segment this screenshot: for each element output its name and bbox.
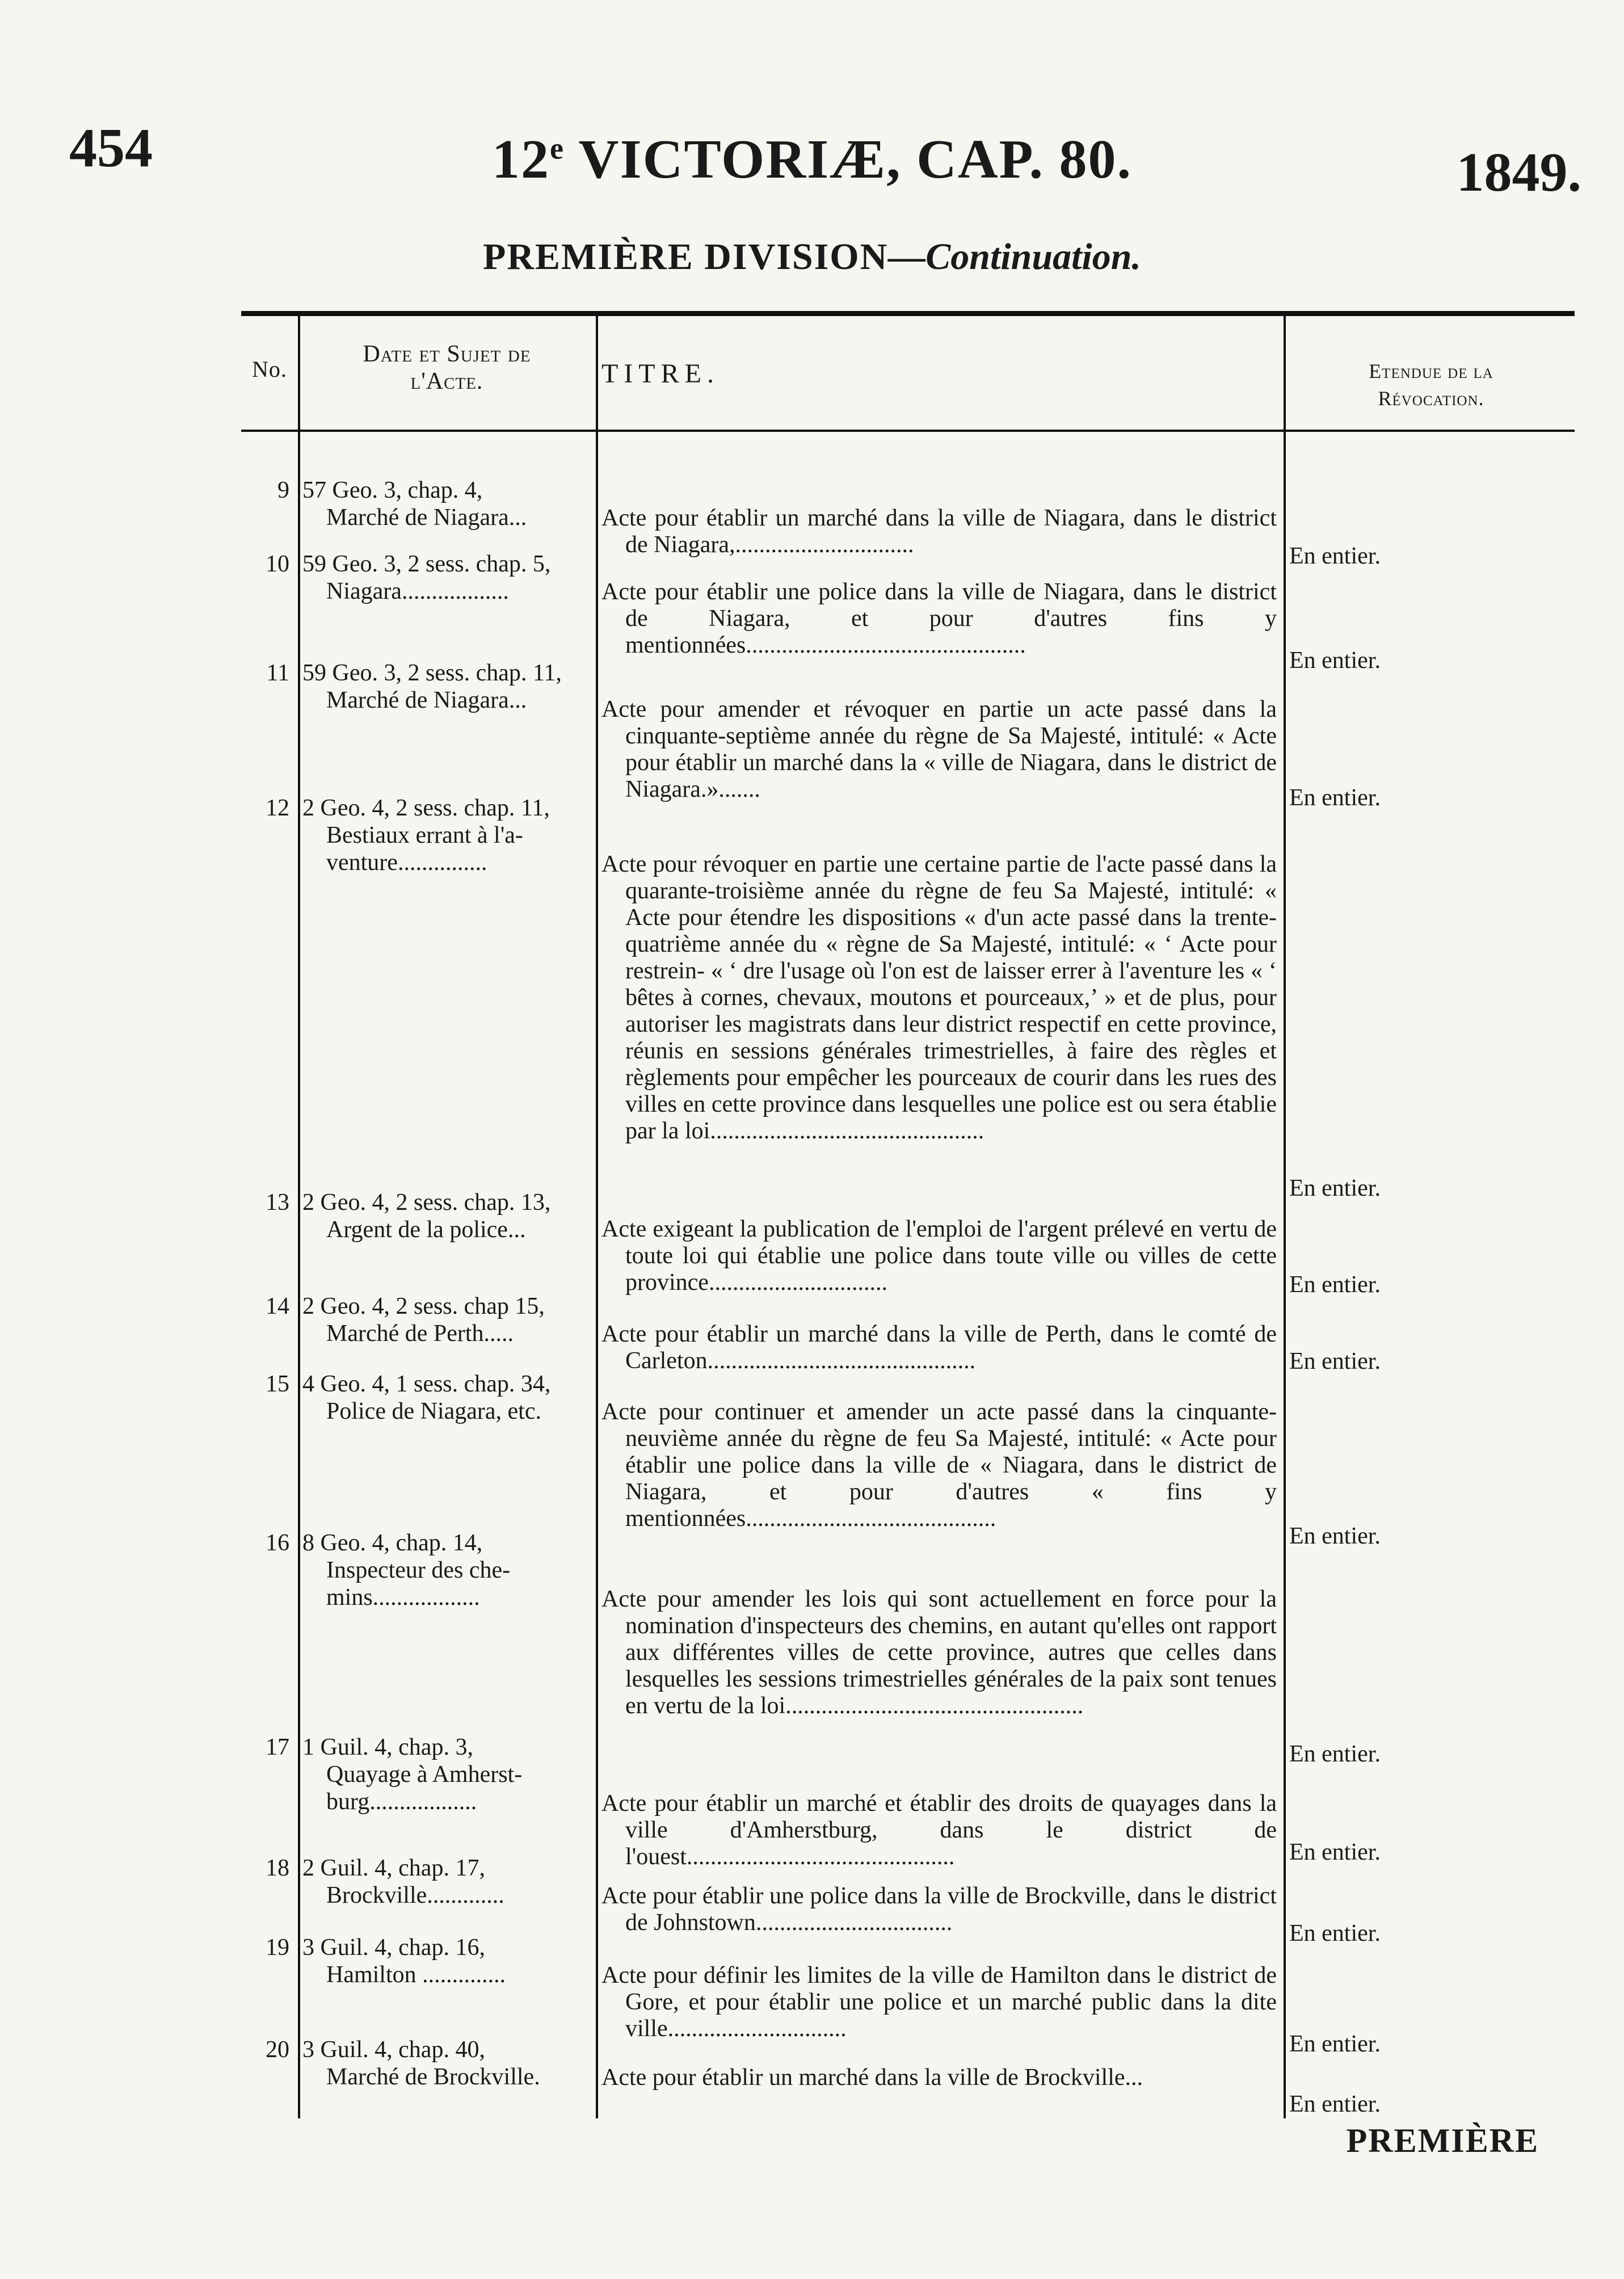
row-date-subject — [302, 2036, 592, 2091]
row-number: 11 — [266, 660, 289, 686]
row-titre: Acte pour amender et révoquer en partie un acte passé dans la cinquante-septième année du règne de Sa Majesté, intitulé: « Acte pour établir un marché dans la « ville de Niagara, dans le district de Niagara.»....... — [601, 696, 1277, 802]
row-titre: Acte exigeant la publication de l'emploi de l'argent prélevé en vertu de toute loi qui établie une police dans toute ville ou villes de cette province.............................. — [601, 1216, 1277, 1296]
date-subject-line: 3 Guil. 4, chap. 16, — [302, 1935, 485, 1961]
date-subject-line: 59 Geo. 3, 2 sess. chap. 11, — [302, 660, 562, 686]
row-date-subject — [302, 1529, 592, 1611]
row-date-subject — [302, 1734, 592, 1815]
division-title: PREMIÈRE DIVISION — [483, 236, 889, 277]
row-number: 20 — [266, 2037, 289, 2063]
date-subject-line: Hamilton .............. — [326, 1962, 506, 1988]
date-subject-line: 59 Geo. 3, 2 sess. chap. 5, — [302, 551, 551, 577]
row-etendue: En entier. — [1289, 1523, 1381, 1549]
title-ordinal-superscript: e — [549, 131, 565, 166]
row-etendue: En entier. — [1289, 1348, 1381, 1374]
row-date-subject — [302, 550, 592, 605]
date-subject-line: 8 Geo. 4, chap. 14, — [302, 1530, 483, 1556]
row-date-subject — [302, 794, 592, 876]
row-date-subject — [302, 477, 592, 531]
date-subject-line: Marché de Niagara... — [326, 687, 527, 713]
row-titre: Acte pour définir les limites de la ville de Hamilton dans le district de Gore, et pour établir une police et un marché public dans la dite ville.............................. — [601, 1962, 1277, 2042]
row-number: 17 — [266, 1734, 289, 1760]
date-subject-line: venture............... — [326, 850, 487, 876]
row-titre: Acte pour établir un marché dans la ville de Niagara, dans le district de Niagara,.............................. — [601, 505, 1277, 558]
row-etendue: En entier. — [1289, 543, 1381, 569]
row-date-subject — [302, 1934, 592, 1988]
row-number: 10 — [266, 551, 289, 577]
row-number: 15 — [266, 1371, 289, 1397]
date-subject-line: Marché de Brockville. — [326, 2064, 540, 2090]
date-subject-line: Niagara.................. — [326, 578, 509, 604]
column-header-titre: TITRE. — [601, 359, 720, 389]
row-date-subject — [302, 659, 592, 714]
row-titre: Acte pour établir un marché dans la ville de Perth, dans le comté de Carleton............................................. — [601, 1321, 1277, 1374]
catchword: PREMIÈRE — [1346, 2122, 1539, 2159]
date-subject-line: Inspecteur des che- — [326, 1557, 511, 1583]
title-text: VICTORIÆ, CAP. 80. — [564, 129, 1133, 190]
row-titre: Acte pour établir un marché et établir des droits de quayages dans la ville d'Amherstburg, dans le district de l'ouest............................................. — [601, 1790, 1277, 1870]
row-titre: Acte pour révoquer en partie une certaine partie de l'acte passé dans la quarante-troisième année du règne de feu Sa Majesté, intitulé: « Acte pour étendre les dispositions « d'un acte passé dans la trente-quatrième année du « règne de Sa Majesté, intitulé: « ‘ Acte pour restrein- « ‘ dre l'usage où l'on est de laisser errer à l'aventure les « ‘ bêtes à cornes, chevaux, moutons et pourceaux,’ » et de plus, pour autoriser les magistrats dans leur district respectif en cette province, réunis en sessions générales trimestrielles, à faire des règles et règlements pour empêcher les pourceaux de courir dans les rues des villes en cette province dans lesquelles une police est ou sera établie par la loi.............................................. — [601, 851, 1277, 1144]
column-header-etendue-line: Révocation. — [1378, 387, 1484, 410]
date-subject-line: Bestiaux errant à l'a- — [326, 822, 523, 848]
page-number: 454 — [69, 117, 153, 179]
column-header-etendue-line: Etendue de la — [1369, 360, 1493, 382]
column-header-no: No. — [252, 356, 287, 382]
row-etendue: En entier. — [1289, 785, 1381, 811]
row-etendue: En entier. — [1289, 1839, 1381, 1865]
date-subject-line: 2 Guil. 4, chap. 17, — [302, 1855, 485, 1881]
date-subject-line: Marché de Niagara... — [326, 504, 527, 531]
row-number: 14 — [266, 1293, 289, 1319]
date-subject-line: 2 Geo. 4, 2 sess. chap. 11, — [302, 795, 550, 821]
row-number: 16 — [266, 1530, 289, 1556]
date-subject-line: mins.................. — [326, 1584, 480, 1611]
title-regnal-year: 12 — [491, 129, 550, 190]
row-number: 12 — [266, 795, 289, 821]
row-etendue: En entier. — [1289, 2031, 1381, 2057]
row-etendue: En entier. — [1289, 1920, 1381, 1946]
column-header-date-line: Date et Sujet de — [363, 341, 531, 367]
row-date-subject — [302, 1855, 592, 1909]
date-subject-line: 3 Guil. 4, chap. 40, — [302, 2037, 485, 2063]
date-subject-line: 2 Geo. 4, 2 sess. chap. 13, — [302, 1189, 551, 1216]
row-number: 9 — [277, 477, 289, 503]
row-etendue: En entier. — [1289, 2091, 1381, 2117]
column-header-date-line: l'Acte. — [410, 368, 483, 394]
row-number: 18 — [266, 1855, 289, 1881]
row-number: 13 — [266, 1189, 289, 1216]
date-subject-line: Police de Niagara, etc. — [326, 1398, 541, 1424]
date-subject-line: 1 Guil. 4, chap. 3, — [302, 1734, 473, 1760]
row-date-subject — [302, 1293, 592, 1347]
row-etendue: En entier. — [1289, 647, 1381, 674]
date-subject-line: 57 Geo. 3, chap. 4, — [302, 477, 483, 503]
date-subject-line: Brockville............. — [326, 1882, 504, 1908]
row-number: 19 — [266, 1935, 289, 1961]
row-titre: Acte pour continuer et amender un acte passé dans la cinquante-neuvième année du règne de feu Sa Majesté, intitulé: « Acte pour établir une police dans la ville de « Niagara, dans le district de Niagara, et pour d'autres « fins y mentionnées.......................................... — [601, 1399, 1277, 1532]
date-subject-line: burg.................. — [326, 1789, 477, 1815]
row-etendue: En entier. — [1289, 1741, 1381, 1767]
row-titre: Acte pour amender les lois qui sont actuellement en force pour la nomination d'inspecteurs des chemins, en autant qu'elles ont rapport aux différentes villes de cette province, autres que celles dans lesquelles les sessions trimestrielles générales de la paix sont tenues en vertu de la loi.................................................. — [601, 1586, 1277, 1719]
division-continuation: —Continuation. — [888, 236, 1141, 277]
row-date-subject — [302, 1370, 592, 1425]
date-subject-line: Marché de Perth..... — [326, 1321, 514, 1347]
page-year: 1849. — [1456, 142, 1581, 203]
row-etendue: En entier. — [1289, 1175, 1381, 1201]
date-subject-line: Argent de la police... — [326, 1217, 526, 1243]
row-date-subject — [302, 1189, 592, 1243]
row-titre: Acte pour établir un marché dans la ville de Brockville... — [601, 2064, 1143, 2091]
row-etendue: En entier. — [1289, 1272, 1381, 1298]
date-subject-line: 4 Geo. 4, 1 sess. chap. 34, — [302, 1371, 551, 1397]
row-titre: Acte pour établir une police dans la ville de Niagara, dans le district de Niagara, et pour d'autres fins y mentionnées............................................... — [601, 579, 1277, 658]
date-subject-line: 2 Geo. 4, 2 sess. chap 15, — [302, 1293, 545, 1319]
row-titre: Acte pour établir une police dans la ville de Brockville, dans le district de Johnstown................................. — [601, 1883, 1277, 1936]
date-subject-line: Quayage à Amherst- — [326, 1761, 523, 1788]
